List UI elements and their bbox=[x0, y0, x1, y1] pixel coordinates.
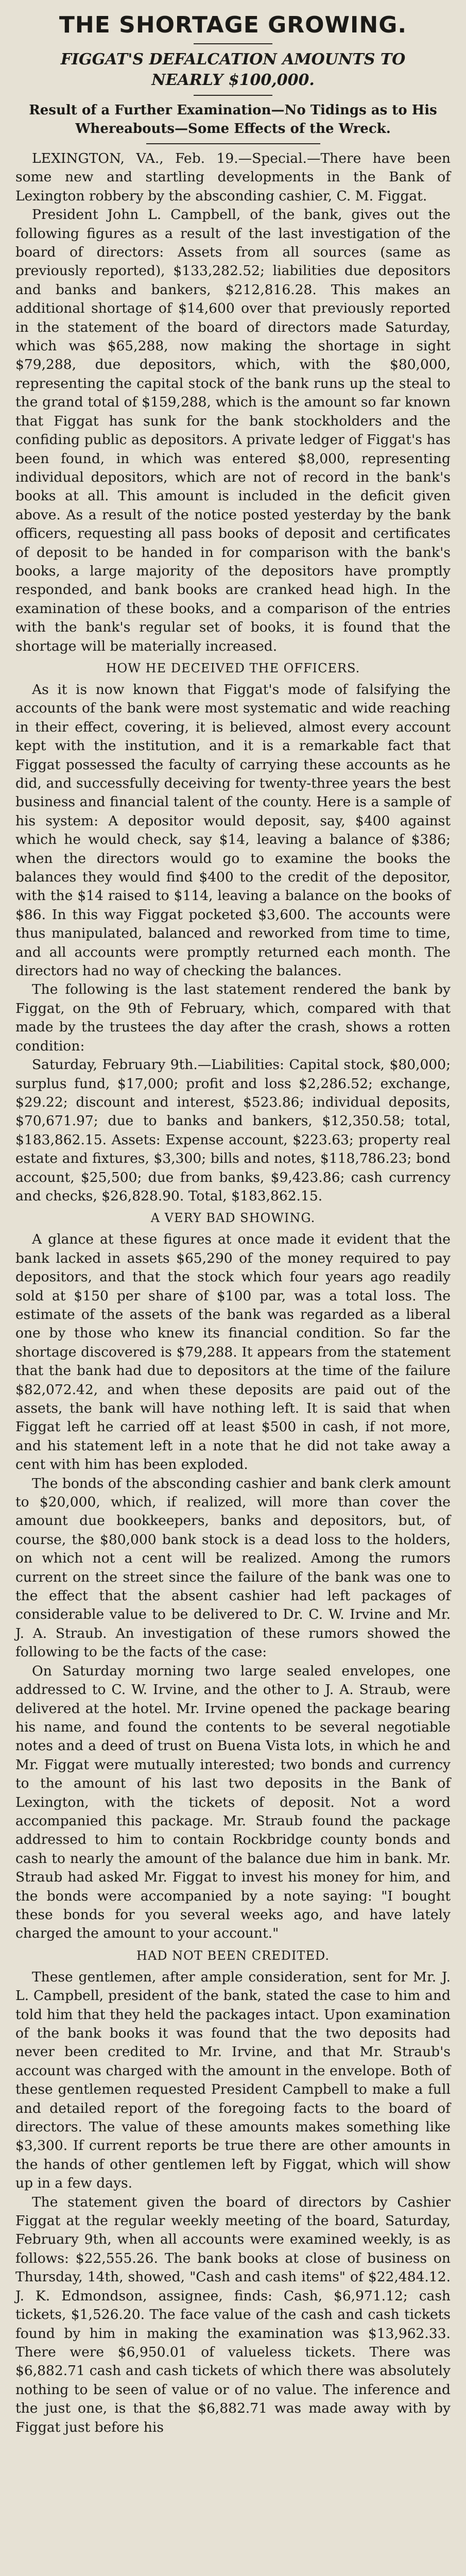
paragraph-dateline: LEXINGTON, VA., Feb. 19.—Special.—There have been some new and startling developments in the Bank of Lexington robbery by the absconding cashier, C. M. Figgat. bbox=[15, 150, 451, 204]
divider bbox=[194, 43, 272, 44]
paragraph: As it is now known that Figgat's mode of falsifying the accounts of the bank were most systematic and wide reaching in their effect, covering, it is believed, almost every account kept with the institution, and it is a remarkable fact that Figgat possessed the faculty of carrying these accounts as he did, and successfully deceiving for twenty-three years the best business and financial talent of the county. Here is a sample of his system: A depositor would deposit, say, $400 against which he would check, say $14, leaving a balance of $386; when the directors would go to examine the books the balances they would find $400 to the credit of the depositor, with the $14 raised to $114, leaving a balance on the books of $86. In this way Figgat pocketed $3,600. The accounts were thus manipulated, balanced and reworked from time to time, and all accounts were promptly returned each month. The directors had no way of checking the balances. bbox=[15, 681, 451, 979]
paragraph: The bonds of the absconding cashier and bank clerk amount to $20,000, which, if realized, will more than cover the amount due bookkeepers, banks and depositors, but, of course, the $80,000 bank stock is a dead loss to the holders, on which not a cent will be realized. Among the rumors current on the street since the failure of the bank was one to the effect that the absent cashier had left packages of considerable value to be delivered to Dr. C. W. Irvine and Mr. J. A. Straub. An investigation of these rumors showed the following to be the facts of the case: bbox=[15, 1475, 451, 1660]
deck-secondary: Result of a Further Examination—No Tidings as to His Whereabouts—Some Effects of the Wreck. bbox=[29, 103, 437, 137]
subhead-not-credited: HAD NOT BEEN CREDITED. bbox=[136, 1948, 330, 1963]
divider bbox=[194, 95, 272, 96]
deck-primary: FIGGAT'S DEFALCATION AMOUNTS TO NEARLY $100,000. bbox=[60, 50, 406, 89]
headline: THE SHORTAGE GROWING. bbox=[59, 12, 407, 38]
paragraph: President John L. Campbell, of the bank, gives out the following figures as a result of the last investigation of the board of directors: Assets from all sources (same as previously reported), $133,282.52; liabilities due depositors and banks and bankers, $212,816.28. This makes an additional shortage of $14,600 over that previously reported in the statement of the board of directors made Saturday, which was $65,288, now making the shortage in sight $79,288, due depositors, which, with the $80,000, representing the capital stock of the bank runs up the steal to the grand total of $159,288, which is the amount so far known that Figgat has sunk for the bank stockholders and the confiding public as depositors. A private ledger of Figgat's has been found, in which was entered $8,000, representing individual depositors, which are not of record in the bank's books at all. This amount is included in the deficit given above. As a result of the notice posted yesterday by the bank officers, requesting all pass books of deposit and certificates of deposit to be handed in for comparison with the bank's books, a large majority of the depositors have promptly responded, and bank books are cranked head high. In the examination of these books, and a comparison of the entries with the bank's regular set of books, it is found that the shortage will be materially increased. bbox=[15, 207, 451, 654]
paragraph: These gentlemen, after ample consideration, sent for Mr. J. L. Campbell, president of the bank, stated the case to him and told him that they held the packages intact. Upon examination of the bank books it was found that the two deposits had never been credited to Mr. Irvine, and that Mr. Straub's account was charged with the amount in the envelope. Both of these gentlemen requested President Campbell to make a full and detailed report of the foregoing facts to the board of directors. The value of these amounts makes something like $3,300. If current reports be true there are other amounts in the hands of other gentlemen left by Figgat, which will show up in a few days. bbox=[15, 1969, 451, 2192]
paragraph: On Saturday morning two large sealed envelopes, one addressed to C. W. Irvine, and the other to J. A. Straub, were delivered at the hotel. Mr. Irvine opened the package bearing his name, and found the contents to be several negotiable notes and a deed of trust on Buena Vista lots, in which he and Mr. Figgat were mutually interested; two bonds and currency to the amount of his last two deposits in the Bank of Lexington, with the tickets of deposit. Not a word accompanied this package. Mr. Straub found the package addressed to him to contain Rockbridge county bonds and cash to nearly the amount of the balance due him in bank. Mr. Straub had asked Mr. Figgat to invest his money for him, and the bonds were accompanied by a note saying: "I bought these bonds for you several weeks ago, and have lately charged the amount to your account." bbox=[15, 1663, 451, 1942]
paragraph: A glance at these figures at once made it evident that the bank lacked in assets $65,290 of the money required to pay depositors, and that the stock which four years ago readily sold at $150 per share of $100 par, was a total loss. The estimate of the assets of the bank was regarded as a liberal one by those who knew its financial condition. So far the shortage discovered is $79,288. It appears from the statement that the bank had due to depositors at the time of the failure $82,072.42, and when these deposits are paid out of the assets, the bank will have nothing left. It is said that when Figgat left he carried off at least $500 in cash, if not more, and his statement left in a note that he did not take away a cent with him has been exploded. bbox=[15, 1231, 451, 1473]
paragraph: The statement given the board of directors by Cashier Figgat at the regular weekly meeting of the board, Saturday, February 9th, when all accounts were examined weekly, is as follows: $22,555.26. The bank books at close of business on Thursday, 14th, showed, "Cash and cash items" of $22,484.12. J. K. Edmondson, assignee, finds: Cash, $6,971.12; cash tickets, $1,526.20. The face value of the cash and cash tickets found by him in making the examination was $13,962.33. There were $6,950.01 of valueless tickets. There was $6,882.71 cash and cash tickets of which there was absolutely nothing to be seen of value or of no value. The inference and the just one, is that the $6,882.71 was made away with by Figgat just before his bbox=[15, 2194, 451, 2435]
paragraph-statement: Saturday, February 9th.—Liabilities: Capital stock, $80,000; surplus fund, $17,000; profit and loss $2,286.52; exchange, $29.22; discount and interest, $523.86; individual deposits, $70,671.97; due to banks and bankers, $12,350.58; total, $183,862.15. Assets: Expense account, $223.63; property real estate and fixtures, $3,300; bills and notes, $118,786.23; bond account, $25,500; due from banks, $9,423.86; cash currency and checks, $26,828.90. Total, $183,862.15. bbox=[15, 1057, 451, 1204]
subhead-deceived: HOW HE DECEIVED THE OFFICERS. bbox=[106, 660, 360, 675]
subhead-bad-showing: A VERY BAD SHOWING. bbox=[150, 1211, 316, 1226]
divider bbox=[146, 143, 320, 144]
paragraph: The following is the last statement rendered the bank by Figgat, on the 9th of February, which, compared with that made by the trustees the day after the crash, shows a rotten condition: bbox=[15, 981, 451, 1054]
